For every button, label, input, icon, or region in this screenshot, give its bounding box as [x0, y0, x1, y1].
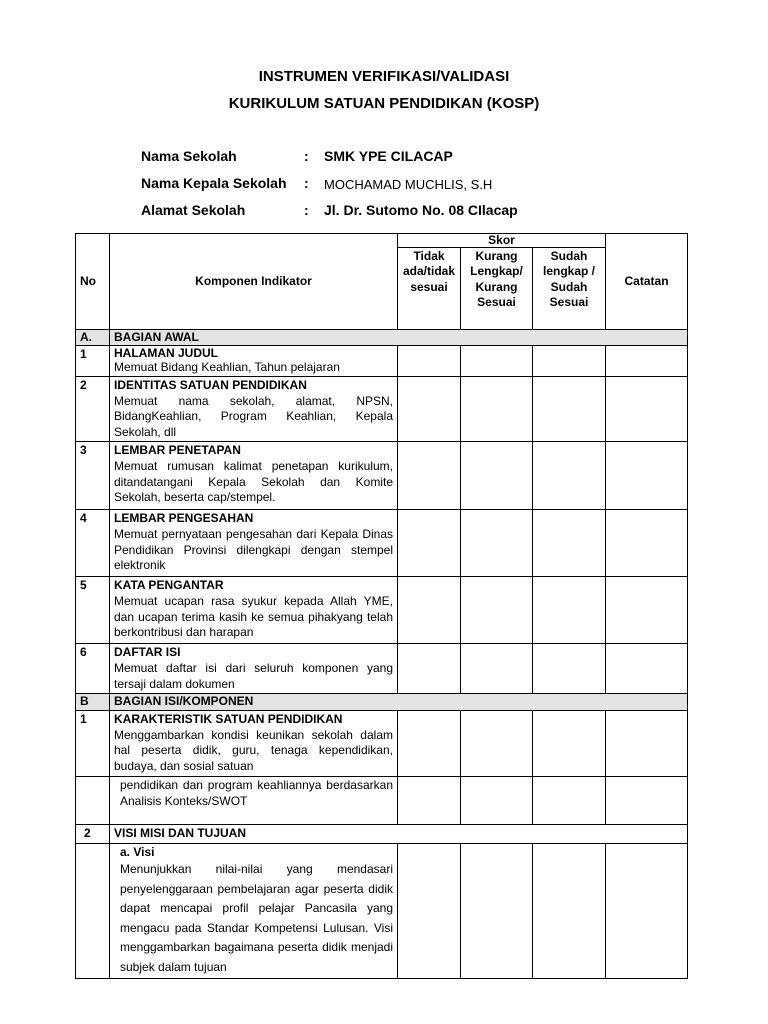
document-title-line-2: KURIKULUM SATUAN PENDIDIKAN (KOSP) — [228, 95, 540, 112]
table-row — [76, 644, 688, 694]
row-title: LEMBAR PENGESAHAN — [114, 511, 254, 526]
score-cell-complete[interactable] — [533, 376, 606, 441]
table-row — [76, 376, 688, 441]
row-title: IDENTITAS SATUAN PENDIDIKAN — [114, 377, 307, 392]
score-cell-partial[interactable] — [461, 346, 533, 377]
row-title: LEMBAR PENETAPAN — [114, 443, 241, 458]
header-score-complete: Sudah lengkap / Sudah Sesuai — [533, 247, 606, 329]
header-no: No — [76, 234, 110, 330]
section-title: BAGIAN AWAL — [110, 329, 688, 346]
score-cell-complete[interactable] — [533, 777, 606, 825]
table-row — [76, 825, 688, 844]
score-cell-none[interactable] — [398, 510, 461, 577]
row-title — [110, 825, 688, 844]
header-score-none: Tidak ada/tidak sesuai — [398, 247, 461, 329]
table-row — [76, 577, 688, 644]
table-row — [76, 843, 688, 978]
score-cell-partial[interactable] — [461, 577, 533, 644]
header-score-partial: Kurang Lengkap/ Kurang Sesuai — [461, 247, 533, 329]
section-code: A. — [76, 329, 110, 346]
row-title: KATA PENGANTAR — [114, 578, 224, 593]
row-description: Memuat daftar isi dari seluruh komponen yang tersaji dalam dokumen — [114, 660, 393, 691]
row-number: 6 — [76, 644, 110, 694]
score-cell-partial[interactable] — [461, 644, 533, 694]
score-cell-none[interactable] — [398, 346, 461, 377]
notes-cell[interactable] — [606, 346, 688, 377]
principal-label: Nama Kepala Sekolah — [141, 175, 287, 191]
separator: : — [304, 148, 309, 164]
table-row — [76, 711, 688, 777]
notes-cell[interactable] — [606, 843, 688, 978]
row-indicator — [110, 376, 398, 441]
section-code: B — [76, 694, 110, 711]
row-indicator — [110, 346, 398, 377]
score-cell-none[interactable] — [398, 843, 461, 978]
score-cell-partial[interactable] — [461, 376, 533, 441]
section-row-b — [76, 694, 688, 711]
principal-value: MOCHAMAD MUCHLIS, S.H — [324, 177, 493, 192]
section-row-a — [76, 329, 688, 346]
row-title-text: VISI MISI DAN TUJUAN — [114, 826, 247, 841]
address-value: Jl. Dr. Sutomo No. 08 CIlacap — [324, 202, 518, 218]
table-header-row — [76, 234, 688, 248]
verification-table — [75, 233, 688, 979]
row-description: Memuat pernyataan pengesahan dari Kepala Dinas Pendidikan Provinsi dilengkapi dengan stempel elektronik — [114, 526, 393, 573]
score-cell-partial[interactable] — [461, 442, 533, 510]
score-cell-complete[interactable] — [533, 644, 606, 694]
row-number: 1 — [76, 711, 110, 777]
score-cell-complete[interactable] — [533, 510, 606, 577]
score-cell-none[interactable] — [398, 711, 461, 777]
row-description: Memuat nama sekolah, alamat, NPSN, BidangKeahlian, Program Keahlian, Kepala Sekolah, dll — [114, 393, 393, 439]
notes-cell[interactable] — [606, 442, 688, 510]
row-number: 5 — [76, 577, 110, 644]
notes-cell[interactable] — [606, 577, 688, 644]
row-indicator — [110, 442, 398, 510]
table-row — [76, 346, 688, 377]
score-cell-complete[interactable] — [533, 346, 606, 377]
table-row — [76, 510, 688, 577]
address-label: Alamat Sekolah — [141, 202, 246, 218]
notes-cell[interactable] — [606, 644, 688, 694]
section-title: BAGIAN ISI/KOMPONEN — [110, 694, 688, 711]
row-indicator — [110, 644, 398, 694]
score-cell-none[interactable] — [398, 577, 461, 644]
school-name-value: SMK YPE CILACAP — [324, 148, 453, 164]
notes-cell[interactable] — [606, 777, 688, 825]
row-title: a. Visi — [120, 844, 155, 859]
school-name-label: Nama Sekolah — [141, 148, 237, 164]
score-cell-partial[interactable] — [461, 510, 533, 577]
notes-cell[interactable] — [606, 711, 688, 777]
row-description: Menunjukkan nilai-nilai yang mendasari penyelenggaraan pembelajaran agar peserta didik dapat mencapai profil pelajar Pancasila yang mengacu pada Standar Kompetensi Lulusan. Visi menggambarkan bagaimana peserta didik menjadi subjek dalam tujuan — [120, 862, 393, 974]
row-number: 2 — [76, 376, 110, 441]
table-row — [76, 777, 688, 825]
row-title: HALAMAN JUDUL — [114, 346, 218, 361]
score-cell-none[interactable] — [398, 777, 461, 825]
row-title: KARAKTERISTIK SATUAN PENDIDIKAN — [114, 712, 343, 727]
row-title: DAFTAR ISI — [114, 645, 181, 660]
row-description: Memuat ucapan rasa syukur kepada Allah YME, dan ucapan terima kasih ke semua pihakyang telah berkontribusi dan harapan — [114, 593, 393, 640]
row-number — [76, 843, 110, 978]
row-indicator — [110, 510, 398, 577]
notes-cell[interactable] — [606, 376, 688, 441]
separator: : — [304, 202, 309, 218]
score-cell-none[interactable] — [398, 442, 461, 510]
header-score: Skor — [398, 234, 606, 248]
document-title-line-1: INSTRUMEN VERIFIKASI/VALIDASI — [258, 68, 510, 85]
score-cell-complete[interactable] — [533, 442, 606, 510]
row-number: 1 — [76, 346, 110, 377]
header-component: Komponen Indikator — [110, 234, 398, 330]
row-indicator — [110, 777, 398, 825]
row-number — [76, 777, 110, 825]
row-description: Memuat rumusan kalimat penetapan kurikulum, ditandatangani Kepala Sekolah dan Komite Sekolah, beserta cap/stempel. — [114, 458, 393, 505]
score-cell-partial[interactable] — [461, 711, 533, 777]
row-number: 2 — [76, 825, 110, 844]
score-cell-complete[interactable] — [533, 843, 606, 978]
table-row — [76, 442, 688, 510]
notes-cell[interactable] — [606, 510, 688, 577]
score-cell-partial[interactable] — [461, 777, 533, 825]
score-cell-partial[interactable] — [461, 843, 533, 978]
header-notes: Catatan — [606, 234, 688, 330]
score-cell-complete[interactable] — [533, 711, 606, 777]
score-cell-none[interactable] — [398, 644, 461, 694]
row-number: 3 — [76, 442, 110, 510]
row-indicator — [110, 843, 398, 978]
score-cell-none[interactable] — [398, 376, 461, 441]
row-indicator — [110, 711, 398, 777]
row-indicator — [110, 577, 398, 644]
row-description: pendidikan dan program keahliannya berdasarkan Analisis Konteks/SWOT — [120, 778, 393, 808]
separator: : — [304, 175, 309, 191]
score-cell-complete[interactable] — [533, 577, 606, 644]
row-description: Menggambarkan kondisi keunikan sekolah dalam hal peserta didik, guru, tenaga kependidikan, budaya, dan sosial satuan — [114, 727, 393, 773]
row-number: 4 — [76, 510, 110, 577]
row-description: Memuat Bidang Keahlian, Tahun pelajaran — [114, 360, 340, 375]
